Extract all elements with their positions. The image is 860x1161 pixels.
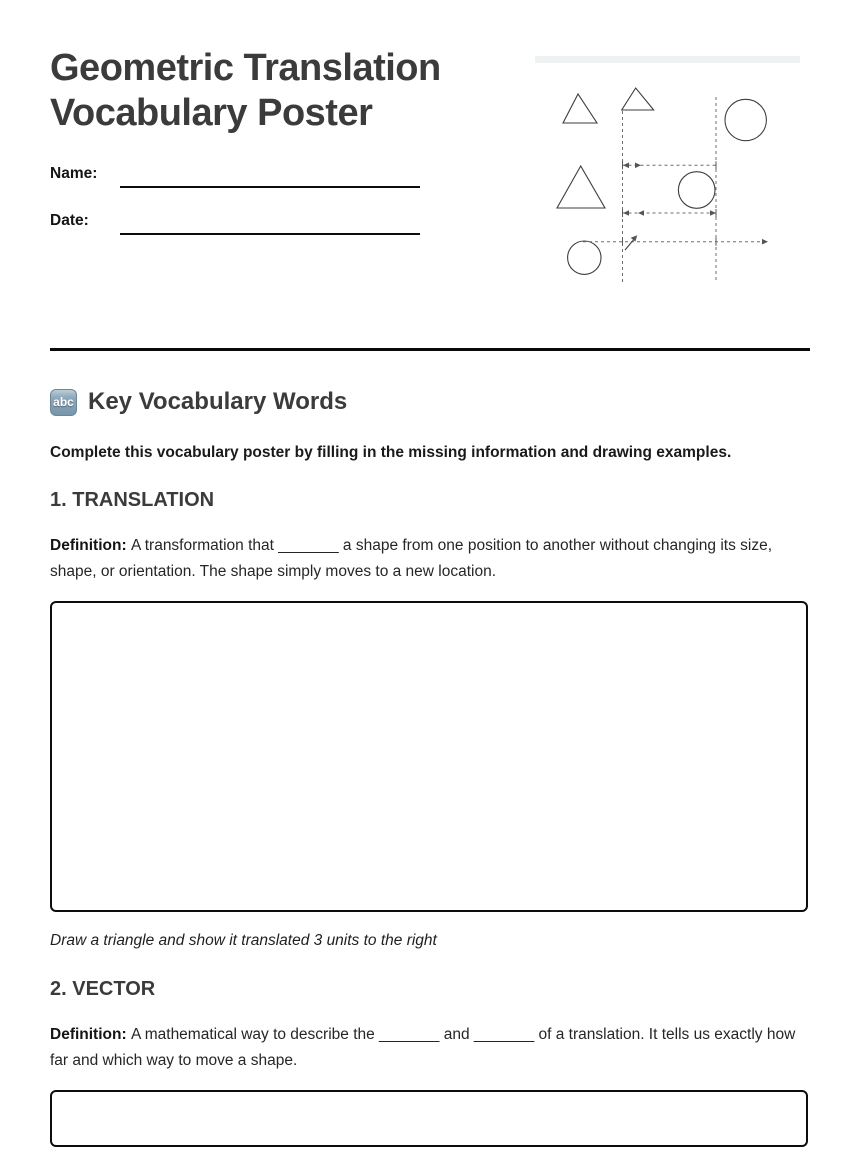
arrowhead-left bbox=[623, 210, 629, 216]
page-title bbox=[50, 46, 550, 136]
drawing-caption: Draw a triangle and show it translated 3 units to the right bbox=[50, 932, 437, 949]
drawing-box-translation[interactable] bbox=[50, 601, 808, 912]
term1-definition bbox=[50, 533, 808, 585]
definition-label: Definition: bbox=[50, 537, 131, 554]
page-title-line2: Vocabulary Poster bbox=[50, 92, 373, 134]
arrowhead-right-small bbox=[635, 163, 641, 169]
name-label: Name: bbox=[50, 165, 98, 182]
term2-definition bbox=[50, 1022, 808, 1074]
vector-arrowhead bbox=[631, 235, 638, 241]
term1-heading: 1. TRANSLATION bbox=[50, 489, 215, 511]
arrowhead-right bbox=[710, 210, 716, 216]
faint-watermark bbox=[535, 56, 800, 63]
circle-medium bbox=[678, 172, 715, 209]
page-title-line1: Geometric Translation bbox=[50, 47, 441, 89]
instruction-text: Complete this vocabulary poster by filling in the missing information and drawing examples. bbox=[50, 444, 732, 461]
circle-small bbox=[568, 241, 601, 274]
date-fill-line[interactable] bbox=[120, 233, 420, 235]
date-label: Date: bbox=[50, 212, 89, 229]
arrowhead-left-small bbox=[638, 210, 644, 216]
triangle-small-left bbox=[563, 94, 597, 123]
section-divider bbox=[50, 348, 810, 351]
name-fill-line[interactable] bbox=[120, 186, 420, 188]
arrowhead-left bbox=[623, 163, 629, 169]
circle-large bbox=[725, 99, 766, 140]
definition-text: A mathematical way to describe the _______ and _______ of a translation. It tells us exactly how far and which way to move a shape. bbox=[50, 1026, 796, 1069]
triangle-small-top bbox=[622, 88, 654, 110]
definition-label: Definition: bbox=[50, 1026, 131, 1043]
vocab-section-heading bbox=[50, 388, 347, 416]
arrowhead-right bbox=[762, 239, 768, 245]
translation-diagram bbox=[535, 50, 855, 295]
term2-heading: 2. VECTOR bbox=[50, 978, 156, 1000]
definition-text: A transformation that _______ a shape from one position to another without changing its size, shape, or orientation. The shape simply moves to a new location. bbox=[50, 537, 773, 580]
triangle-large bbox=[557, 166, 605, 208]
abc-input-latin-letters-icon: abc bbox=[50, 389, 77, 416]
vocab-heading-text: Key Vocabulary Words bbox=[88, 388, 348, 415]
drawing-box-vector[interactable] bbox=[50, 1090, 808, 1147]
